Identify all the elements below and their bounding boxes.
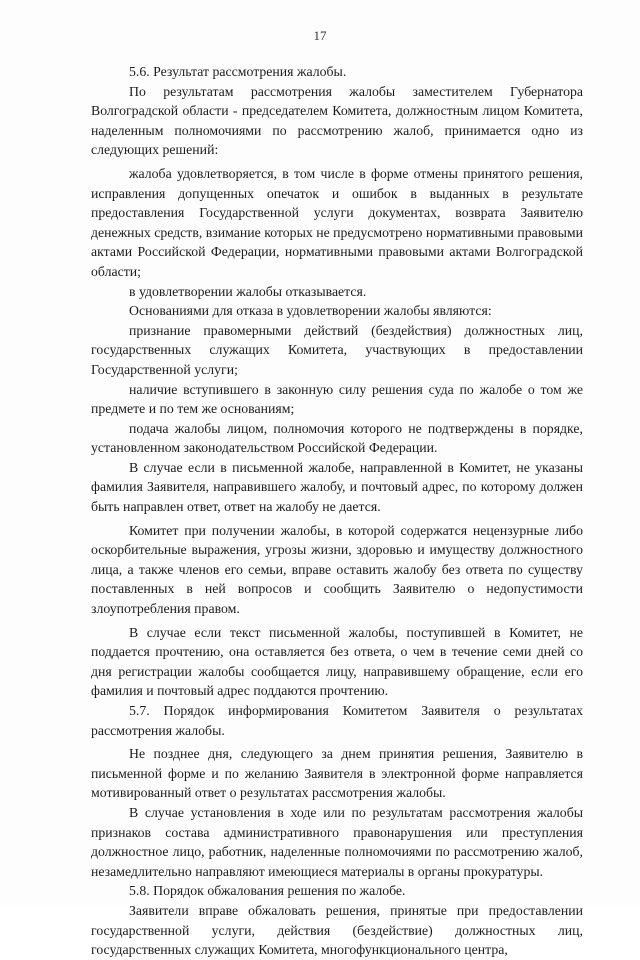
paragraph: В случае если в письменной жалобе, направленной в Комитет, не указаны фамилия Заявителя, направившего жалобу, и почтовый адрес, по которому должен быть направлен ответ, ответ на жалобу не дается.	[91, 459, 583, 515]
paragraph: По результатам рассмотрения жалобы заместителем Губернатора Волгоградской области - председателем Комитета, должностным лицом Комитета, наделенным полномочиями по рассмотрению жалоб, принимается одно из следующих решений:	[91, 83, 583, 158]
paragraph: Основаниями для отказа в удовлетворении жалобы являются:	[129, 303, 492, 319]
section-heading-5-6: 5.6. Результат рассмотрения жалобы.	[129, 64, 347, 79]
paragraph: В случае если текст письменной жалобы, поступившей в Комитет, не поддается прочтению, она оставляется без ответа, о чем в течение семи дней со дня регистрации жалобы сообщается лицу, направившему обращение, если его фамилия и почтовый адрес поддаются прочтению.	[91, 624, 583, 699]
paragraph: признание правомерными действий (бездействия) должностных лиц, государственных служащих Комитета, участвующих в предоставлении Государственной услуги;	[91, 322, 583, 377]
paragraph: наличие вступившего в законную силу решения суда по жалобе о том же предмете и по тем же основаниям;	[91, 381, 583, 417]
paragraph: Комитет при получении жалобы, в которой содержатся нецензурные либо оскорбительные выражения, угрозы жизни, здоровью и имуществу должностного лица, а также членов его семьи, вправе оставить жалобу без ответа по существу поставленных в ней вопросов и сообщить Заявителю о недопустимости злоупотребления правом.	[91, 522, 583, 617]
paragraph: В случае установления в ходе или по результатам рассмотрения жалобы признаков состава административного правонарушения или преступления должностное лицо, работник, наделенные полномочиями по рассмотрению жалоб, незамедлительно направляют имеющиеся материалы в органы прокуратуры.	[91, 804, 583, 879]
paragraph: подача жалобы лицом, полномочия которого не подтверждены в порядке, установленном законодательством Российской Федерации.	[91, 420, 583, 456]
paragraph: в удовлетворении жалобы отказывается.	[129, 283, 367, 299]
page-number: 17	[313, 28, 327, 43]
section-heading-5-8: 5.8. Порядок обжалования решения по жалобе.	[129, 883, 406, 899]
paragraph: Не позднее дня, следующего за днем принятия решения, Заявителю в письменной форме и по желанию Заявителя в электронной форме направляется мотивированный ответ о результатах рассмотрения жалобы.	[91, 746, 583, 801]
paragraph: жалоба удовлетворяется, в том числе в форме отмены принятого решения, исправления допущенных опечаток и ошибок в выданных в результате предоставления Государственной услуги документах, возврата Заявителю денежных средств, взимание которых не предусмотрено нормативными правовыми актами Российской Федерации, нормативными правовыми актами Волгоградской области;	[91, 165, 583, 279]
section-heading-5-7: 5.7. Порядок информирования Комитетом Заявителя о результатах рассмотрения жалобы.	[91, 703, 583, 738]
document-body	[91, 62, 583, 960]
paragraph: Заявители вправе обжаловать решения, принятые при предоставлении государственной услуги, действия (бездействие) должностных лиц, государственных служащих Комитета, многофункционального центра,	[91, 902, 583, 958]
